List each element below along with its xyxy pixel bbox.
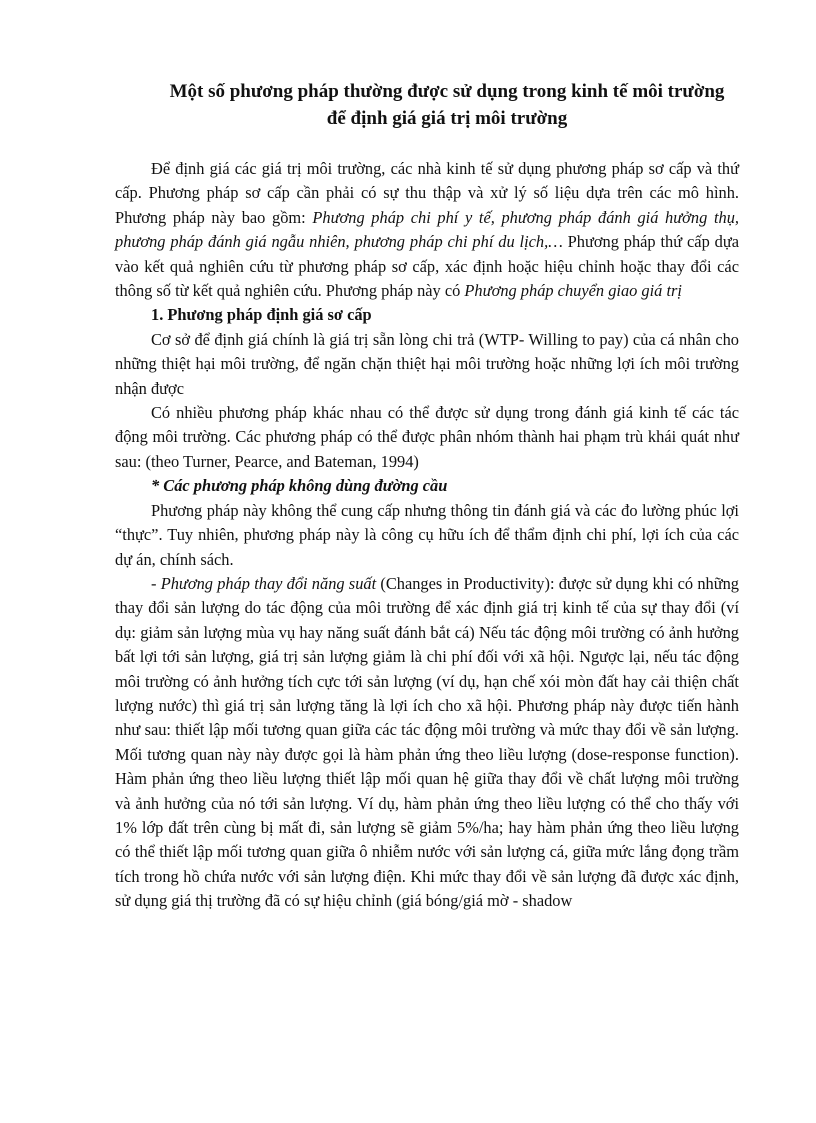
section-1-paragraph-1: Cơ sở để định giá chính là giá trị sẵn lòng chi trả (WTP- Willing to pay) của cá nhân cho những thiệt hại môi trường, để ngăn chặn thiệt hại môi trường hoặc những lợi ích môi trường nhận được [115,329,739,398]
method-name-italic: Phương pháp thay đổi năng suất [160,573,377,593]
method-description: (Changes in Productivity): được sử dụng khi có những thay đổi sản lượng do tác động của môi trường để xác định giá trị kinh tế của sự thay đổi (ví dụ: giảm sản lượng mùa vụ hay năng suất đánh bắt cá) Nếu tác động môi trường có ảnh hưởng bất lợi tới sản lượng, giá trị sản lượng giảm là chi phí đối với xã hội. Ngược lại, nếu tác động môi trường có ảnh hưởng tích cực tới sản lượng (ví dụ, hạn chế xói mòn đất hay cải thiện chất lượng nước) thì giá trị sản lượng tăng là lợi ích cho xã hội. Phương pháp này được tiến hành như sau: thiết lập mối tương quan giữa các tác động môi trường và mức thay đổi về sản lượng. Mối tương quan này này được gọi là hàm phản ứng theo liều lượng (dose-response function). Hàm phản ứng theo liều lượng thiết lập mối quan hệ giữa thay đổi về chất lượng môi trường và ảnh hưởng của nó tới sản lượng. Ví dụ, hàm phản ứng theo liều lượng có thể cho thấy với 1% lớp đất trên cùng bị mất đi, sản lượng sẽ giảm 5%/ha; hay hàm phản ứng theo liều lượng có thể thiết lập mối tương quan giữa ô nhiễm nước với sản lượng cá, giữa mức lắng đọng trầm tích trong hồ chứa nước với sản lượng điện. Khi mức thay đổi về sản lượng đã được xác định, sử dụng giá thị trường đã có sự hiệu chỉnh (giá bóng/giá mờ - shadow [115,573,739,911]
document-title [110,78,784,132]
subsection-paragraph-1: Phương pháp này không thể cung cấp nhưng thông tin đánh giá và các đo lường phúc lợi “thực”. Tuy nhiên, phương pháp này là công cụ hữu ích để thẩm định chi phí, lợi ích của các dự án, chính sách. [115,500,739,569]
intro-text-b: Phương pháp thứ cấp dựa vào kết quả nghiên cứu từ phương pháp sơ cấp, xác định hoặc hiệu chỉnh hoặc thay đổi các thông số từ kết quả nghiên cứu. Phương pháp này có [115,232,739,301]
title-line-1: Một số phương pháp thường được sử dụng trong kinh tế môi trường [169,81,725,102]
intro-paragraph [115,157,739,303]
section-1-heading: 1. Phương pháp định giá sơ cấp [151,305,372,325]
intro-text-a: Để định giá các giá trị môi trường, các nhà kinh tế sử dụng phương pháp sơ cấp và thứ cấp. Phương pháp sơ cấp cần phải có sự thu thập và xử lý số liệu dựa trên các mô hình. Phương pháp này bao gồm: [115,159,739,227]
subsection-heading: * Các phương pháp không dùng đường cầu [151,476,448,496]
section-1-paragraph-2: Có nhiều phương pháp khác nhau có thể được sử dụng trong đánh giá kinh tế các tác động môi trường. Các phương pháp có thể được phân nhóm thành hai phạm trù khái quát như sau: (theo Turner, Pearce, and Bateman, 1994) [115,403,739,471]
intro-italic-methods: Phương pháp chi phí y tế, phương pháp đánh giá hưởng thụ, phương pháp đánh giá ngẫu nhiên, phương pháp chi phí du lịch,… [115,207,739,252]
intro-italic-transfer: Phương pháp chuyển giao giá trị [464,281,682,301]
subsection-paragraph-2 [115,572,739,914]
document-body [115,157,739,914]
title-line-2: để định giá giá trị môi trường [326,108,568,129]
bullet-dash: - [151,573,161,593]
